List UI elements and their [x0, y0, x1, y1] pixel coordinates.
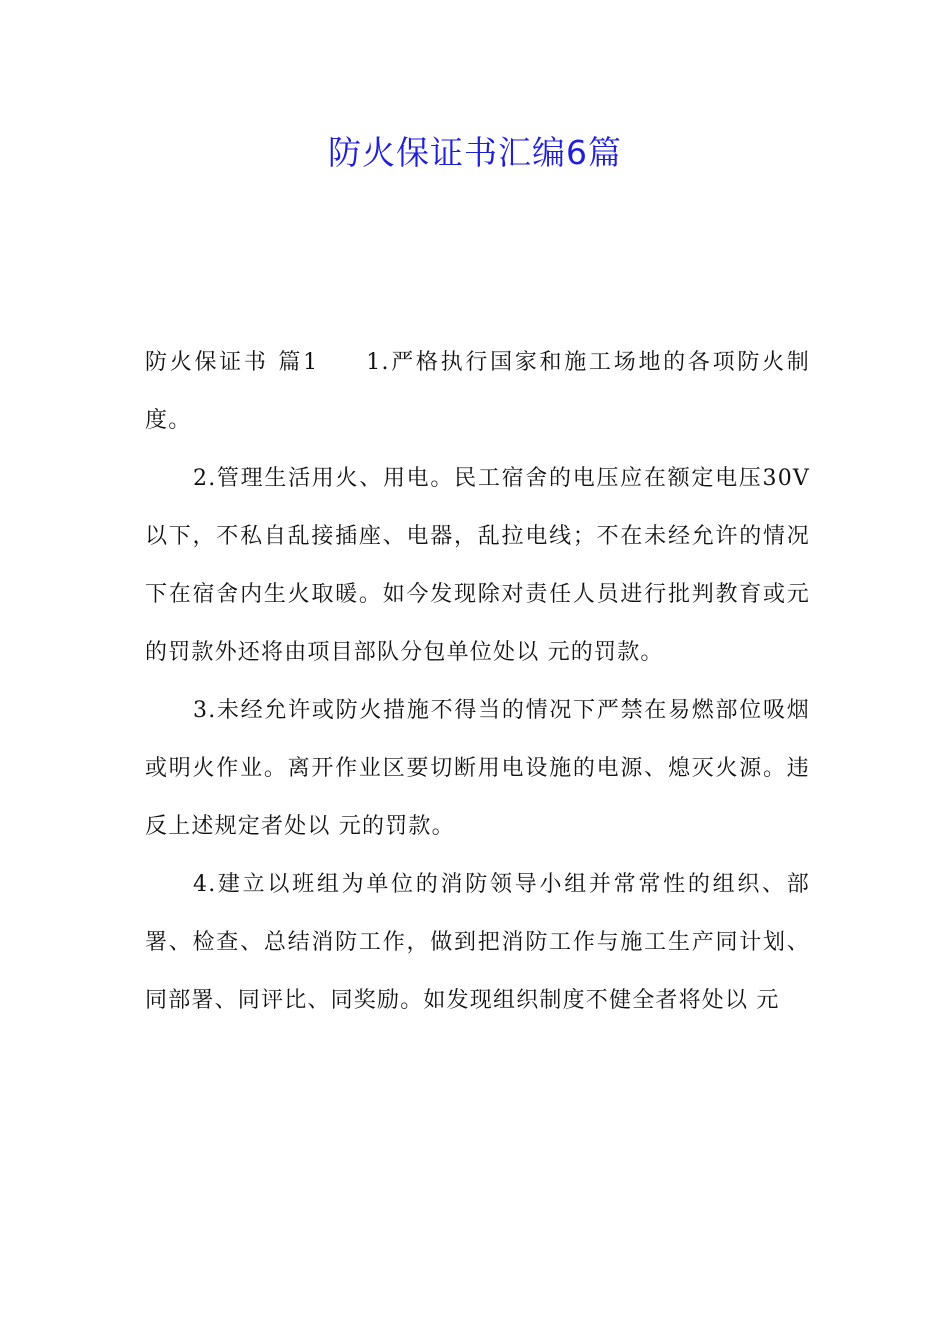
paragraph-3: 3.未经允许或防火措施不得当的情况下严禁在易燃部位吸烟或明火作业。离开作业区要切断用电设施的电源、熄灭火源。违反上述规定者处以 元的罚款。	[145, 698, 810, 839]
document-title: 防火保证书汇编6篇	[328, 133, 622, 172]
document-body	[145, 334, 810, 1030]
section-label: 防火保证书 篇1	[145, 350, 319, 375]
paragraph-2: 2.管理生活用火、用电。民工宿舍的电压应在额定电压30V以下，不私自乱接插座、电器，乱拉电线；不在未经允许的情况下在宿舍内生火取暖。如今发现除对责任人员进行批判教育或元的罚款外还将由项目部队分包单位处以 元的罚款。	[145, 466, 810, 665]
paragraph-4: 4.建立以班组为单位的消防领导小组并常常性的组织、部署、检查、总结消防工作，做到把消防工作与施工生产同计划、同部署、同评比、同奖励。如发现组织制度不健全者将处以 元	[145, 872, 810, 1013]
paragraph-text-1: 1.严格执行国家和施工场地的各项防火制度。	[145, 350, 811, 433]
paragraph-1	[145, 334, 810, 450]
